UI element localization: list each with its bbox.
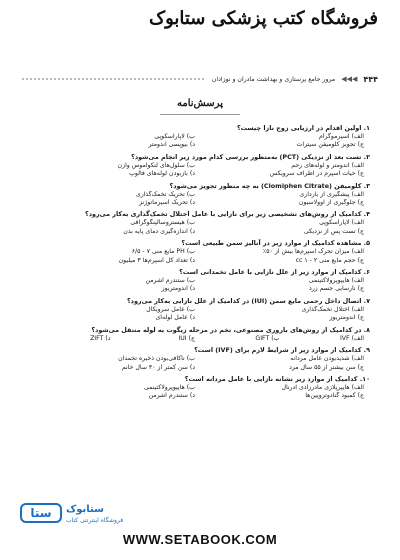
- section-underline: [160, 114, 240, 115]
- answer-option: د) بازبودن لوله‌های فالوپ: [129, 170, 195, 178]
- answer-option: ج) حیات اسپرم در اطراف سرویکس: [269, 170, 364, 178]
- answer-option: الف) میزان تحرک اسپرم‌ها بیش از ۵۰٪: [262, 248, 364, 256]
- arrows-icon: ◀◀◀: [341, 75, 358, 83]
- answer-option: الف) شدیدبودن عامل مردانه: [290, 355, 364, 363]
- answer-option: ج) جلوگیری از اوولاسیون: [298, 199, 364, 207]
- answer-option: ج) حجم مایع منی ۲ - ۱ cc: [295, 256, 364, 264]
- answer-option: د) تحریک اسپرماتوژنز: [139, 199, 195, 207]
- option-grid: [38, 219, 370, 236]
- question-text: ۴. کدامیک از روش‌های تشخیصی زیر برای نازایی با عامل اختلال تخمک‌گذاری به‌کار می‌رود؟: [84, 210, 370, 219]
- answer-option: د) بیوپسی آندومتر: [148, 141, 195, 149]
- answer-option: الف) هایپرپلازی مادرزادی آدرنال: [281, 383, 364, 391]
- answer-option: الف) پیشگیری از بارداری: [299, 190, 364, 198]
- answer-option: ج) IUI: [178, 334, 195, 342]
- question-text: ۷. اتصال داخل رحمی مایع سمن (IUI) در کدامیک از علل نازایی به‌کار می‌رود؟: [126, 296, 370, 305]
- question-item: [38, 239, 370, 265]
- question-item: [38, 297, 370, 323]
- answer-option: الف) IVF: [339, 334, 364, 342]
- dotted-rule: [22, 78, 206, 80]
- page-number: ۴۴۴: [363, 74, 378, 84]
- option-grid: [38, 191, 370, 208]
- answer-option: ب) تحریک تخمک‌گذاری: [135, 190, 195, 198]
- option-grid: [38, 335, 370, 343]
- answer-option: د) تعداد کل اسپرم‌ها ۳ میلیون: [118, 256, 195, 264]
- answer-option: ب) ناکافی‌بودن ذخیره تخمدان: [118, 355, 195, 363]
- answer-option: ج) اندومتریوز: [329, 314, 364, 322]
- question-text: ۲. تست بعد از نزدیکی (PCT) به‌منظور بررسی کدام مورد زیر انجام می‌شود؟: [131, 152, 370, 161]
- answer-option: د) سن کمتر از ۴۰ سال خانم: [121, 363, 195, 371]
- answer-option: الف) آندومتر و لوله‌های رحم: [291, 161, 364, 169]
- logo-name: ستابوک: [66, 504, 104, 515]
- answer-option: ج) کمبود گنادوتروپین‌ها: [305, 392, 364, 400]
- option-grid: [38, 133, 370, 150]
- question-text: ۱. اولین اقدام در ارزیابی زوج نازا چیست؟: [236, 124, 370, 132]
- answer-option: ج) سن بیشتر از ۵۵ سال مرد: [289, 363, 364, 371]
- option-grid: [38, 384, 370, 401]
- answer-option: ب) ستندرم آشرمن: [145, 277, 195, 285]
- question-item: [38, 346, 370, 372]
- answer-option: ب) سلول‌های لنکوآموس وآزن: [117, 161, 195, 169]
- running-head: [22, 72, 378, 86]
- question-text: ۱۰. کدامیک از موارد زیر نشانه نازایی با عامل مردانه است؟: [184, 374, 370, 383]
- question-list: [38, 124, 370, 404]
- question-text: ۶. کدامیک از موارد زیر از علل نازایی با عامل تخمدانی است؟: [179, 268, 370, 277]
- option-grid: [38, 248, 370, 265]
- answer-option: الف) اختلال تخمک‌گذاری: [301, 305, 364, 313]
- answer-option: د) ستندرم آشرمن: [148, 392, 195, 400]
- question-text: ۹. کدامیک از موارد زیر از شرایط لازم برای (IVF) است؟: [194, 346, 370, 355]
- question-item: [38, 153, 370, 179]
- book-title: مرور جامع پرستاری و بهداشت مادران و نوزادان: [211, 75, 336, 83]
- question-item: [38, 268, 370, 294]
- answer-option: د) اندازه‌گیری دمای پایه بدن: [123, 227, 195, 235]
- footer-url[interactable]: WWW.SETABOOK.COM: [122, 532, 278, 547]
- question-item: [38, 326, 370, 343]
- answer-option: الف) هایپوپرولاکتینمی: [308, 277, 364, 285]
- answer-option: ج) تست پس از نزدیکی: [303, 227, 364, 235]
- question-item: [38, 182, 370, 208]
- answer-option: ب) هیستروسالپنگوگرافی: [130, 219, 195, 227]
- question-item: [38, 375, 370, 401]
- answer-option: ب) هایپوپرولاکتینمی: [143, 383, 195, 391]
- logo-icon: ستا: [20, 503, 62, 523]
- option-grid: [38, 355, 370, 372]
- answer-option: ب) لاپاراسکوپی: [154, 133, 195, 140]
- answer-option: ج) نارسایی جسم زرد: [308, 285, 364, 293]
- answer-option: د) عامل لوله‌ای: [155, 314, 195, 322]
- answer-option: الف) اسپرموگرام: [319, 133, 364, 140]
- answer-option: د) ZIFT: [90, 334, 111, 342]
- question-item: [38, 124, 370, 150]
- answer-option: ب) GIFT: [255, 334, 280, 342]
- question-text: ۵. مشاهده کدامیک از موارد زیر در آنالیز سمن طبیعی است؟: [181, 239, 370, 248]
- setabook-logo: [20, 503, 130, 529]
- option-grid: [38, 277, 370, 294]
- answer-option: ب) PH مایع منی ۷ - ۶/۵: [131, 248, 195, 256]
- answer-option: ج) تجویز کلومیفن سیترات: [296, 141, 364, 149]
- logo-subtitle: فروشگاه اینترنتی کتاب: [66, 517, 124, 524]
- question-text: ۸. در کدامیک از روش‌های باروری مصنوعی، تخم در مرحله زیگوت به لوله منتقل می‌شود؟: [91, 325, 370, 334]
- option-grid: [38, 306, 370, 323]
- section-title: پرسش‌نامه: [177, 98, 223, 109]
- answer-option: د) اندومتریوز: [161, 285, 195, 293]
- question-text: ۳. کلومیفن (Clomiphen Citrate) به چه منظور تجویز می‌شود؟: [169, 181, 370, 190]
- question-item: [38, 210, 370, 236]
- answer-option: ب) عامل سرویکال: [146, 305, 195, 313]
- answer-option: الف) لاپاراسکوپی: [319, 219, 364, 227]
- option-grid: [38, 162, 370, 179]
- store-title: فروشگاه کتب پزشکی ستابوک: [148, 8, 378, 29]
